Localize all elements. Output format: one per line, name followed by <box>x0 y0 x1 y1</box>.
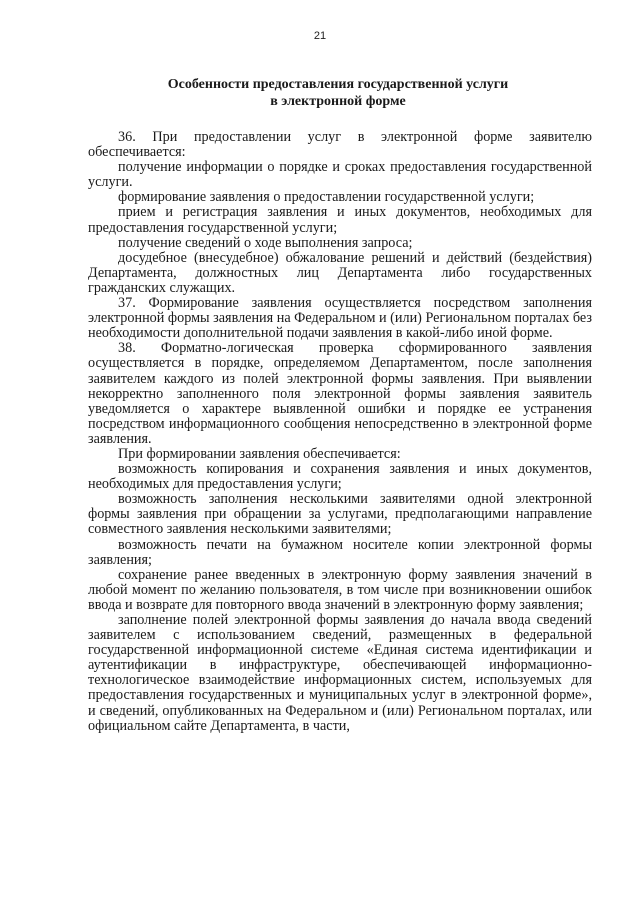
paragraph: 38. Форматно-логическая проверка сформированного заявления осуществляется в порядке, определяемом Департаментом, после заполнения заявителем каждого из полей электронной формы заявления. При выявлении некорректно заполненного поля электронной формы заявления заявитель уведомляется о характере выявленной ошибки и порядке ее устранения посредством информационного сообщения непосредственно в электронной форме заявления. <box>88 340 592 447</box>
section-heading-line-2: в электронной форме <box>270 94 406 109</box>
section-heading <box>88 76 588 110</box>
paragraph: 36. При предоставлении услуг в электронной форме заявителю обеспечивается: <box>88 129 592 161</box>
document-body <box>88 130 592 734</box>
paragraph: возможность копирования и сохранения заявления и иных документов, необходимых для предоставления услуги; <box>88 461 592 493</box>
paragraph: формирование заявления о предоставлении государственной услуги; <box>118 189 535 206</box>
paragraph: прием и регистрация заявления и иных документов, необходимых для предоставления государственной услуги; <box>88 204 592 236</box>
section-heading-line-1: Особенности предоставления государственной услуги <box>167 77 509 92</box>
paragraph: получение сведений о ходе выполнения запроса; <box>118 234 413 251</box>
paragraph: При формировании заявления обеспечивается: <box>118 445 401 462</box>
paragraph: досудебное (внесудебное) обжалование решений и действий (бездействия) Департамента, должностных лиц Департамента либо государственных гражданских служащих. <box>88 249 592 296</box>
paragraph: сохранение ранее введенных в электронную форму заявления значений в любой момент по желанию пользователя, в том числе при возникновении ошибок ввода и возврате для повторного ввода значений в электронную форму заявления; <box>88 566 592 613</box>
paragraph: возможность заполнения несколькими заявителями одной электронной формы заявления при обращении за услугами, предполагающими направление совместного заявления несколькими заявителями; <box>88 491 592 538</box>
paragraph: получение информации о порядке и сроках предоставления государственной услуги. <box>88 159 592 191</box>
paragraph: возможность печати на бумажном носителе копии электронной формы заявления; <box>88 536 592 568</box>
paragraph: 37. Формирование заявления осуществляется посредством заполнения электронной формы заявления на Федеральном и (или) Региональном порталах без необходимости дополнительной подачи заявления в какой-либо иной форме. <box>88 295 592 342</box>
page-number: 21 <box>313 30 327 42</box>
paragraph: заполнение полей электронной формы заявления до начала ввода сведений заявителем с использованием сведений, размещенных в федеральной государственной информационной системе «Единая система идентификации и аутентификации в инфраструктуре, обеспечивающей информационно-технологическое взаимодействие информационных систем, используемых для предоставления государственных и муниципальных услуг в электронной форме», и сведений, опубликованных на Федеральном и (или) Региональном порталах, или официальном сайте Департамента, в части, <box>88 612 592 734</box>
